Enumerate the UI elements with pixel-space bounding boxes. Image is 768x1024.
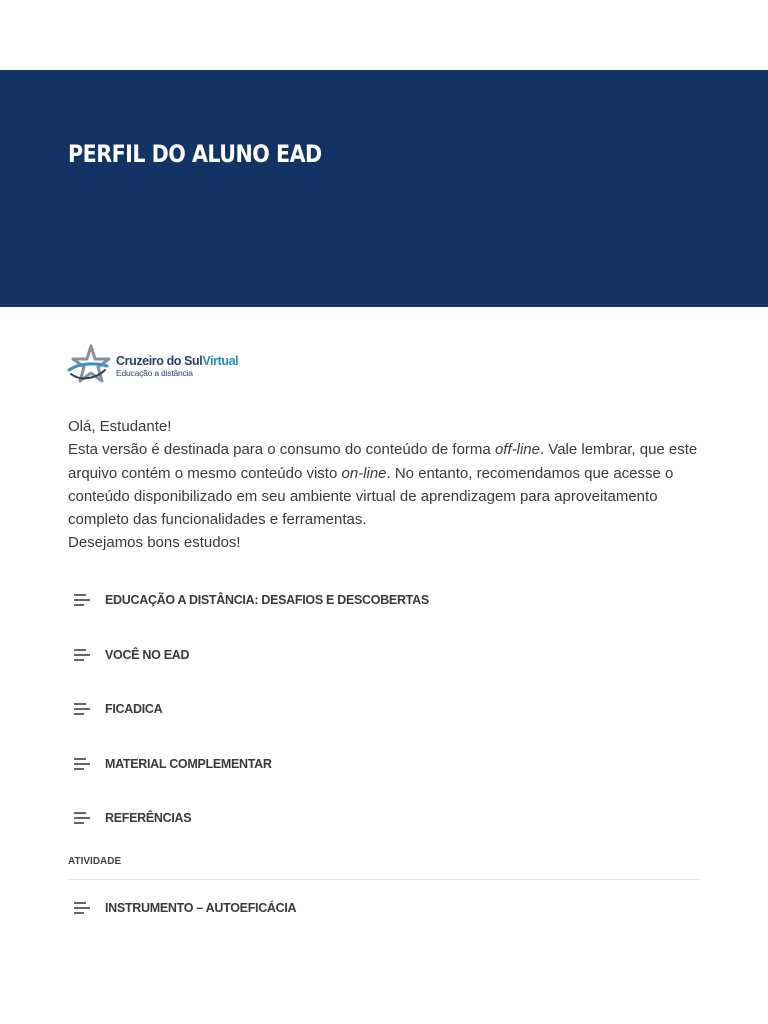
- menu-item-educacao-a-distancia[interactable]: [68, 580, 700, 620]
- list-lines-icon: [74, 812, 90, 824]
- menu-item-material-complementar[interactable]: [68, 744, 700, 784]
- divider: [68, 879, 700, 880]
- menu-item-label: EDUCAÇÃO A DISTÂNCIA: DESAFIOS E DESCOBERTAS: [105, 593, 429, 607]
- intro-paragraph: Esta versão é destinada para o consumo do conteúdo de forma off-line. Vale lembrar, que este arquivo contém o mesmo conteúdo visto on-line. No entanto, recomendamos que acesse o conteúdo disponibilizado em seu ambiente virtual de aprendizagem para aproveitamento completo das funcionalidades e ferramentas.: [68, 441, 698, 529]
- list-lines-icon: [74, 594, 90, 606]
- menu-item-label: VOCÊ NO EAD: [105, 648, 190, 662]
- star-orbit-logo-icon: [67, 344, 113, 388]
- cruzeiro-do-sul-logo: [67, 344, 237, 388]
- menu-item-label: FICADICA: [105, 702, 163, 716]
- section-label-atividade: ATIVIDADE: [68, 856, 122, 867]
- menu-item-label: INSTRUMENTO – AUTOEFICÁCIA: [105, 901, 297, 915]
- list-lines-icon: [74, 649, 90, 661]
- page-title: PERFIL DO ALUNO EAD: [68, 140, 322, 168]
- menu-item-label: REFERÊNCIAS: [105, 811, 192, 825]
- header-banner: [0, 70, 768, 307]
- list-lines-icon: [74, 758, 90, 770]
- list-lines-icon: [74, 703, 90, 715]
- list-lines-icon: [74, 902, 90, 914]
- menu-item-referencias[interactable]: [68, 798, 700, 838]
- menu-item-instrumento-autoeficacia[interactable]: [68, 888, 700, 928]
- intro-text: [68, 415, 708, 555]
- logo-subtitle: Educação a distância: [116, 368, 193, 378]
- menu-item-ficadica[interactable]: [68, 689, 700, 729]
- menu-item-voce-no-ead[interactable]: [68, 635, 700, 675]
- greeting: Olá, Estudante!: [68, 418, 172, 435]
- logo-name: Cruzeiro do SulVirtual: [116, 353, 239, 368]
- menu-item-label: MATERIAL COMPLEMENTAR: [105, 757, 272, 771]
- closing-text: Desejamos bons estudos!: [68, 534, 241, 552]
